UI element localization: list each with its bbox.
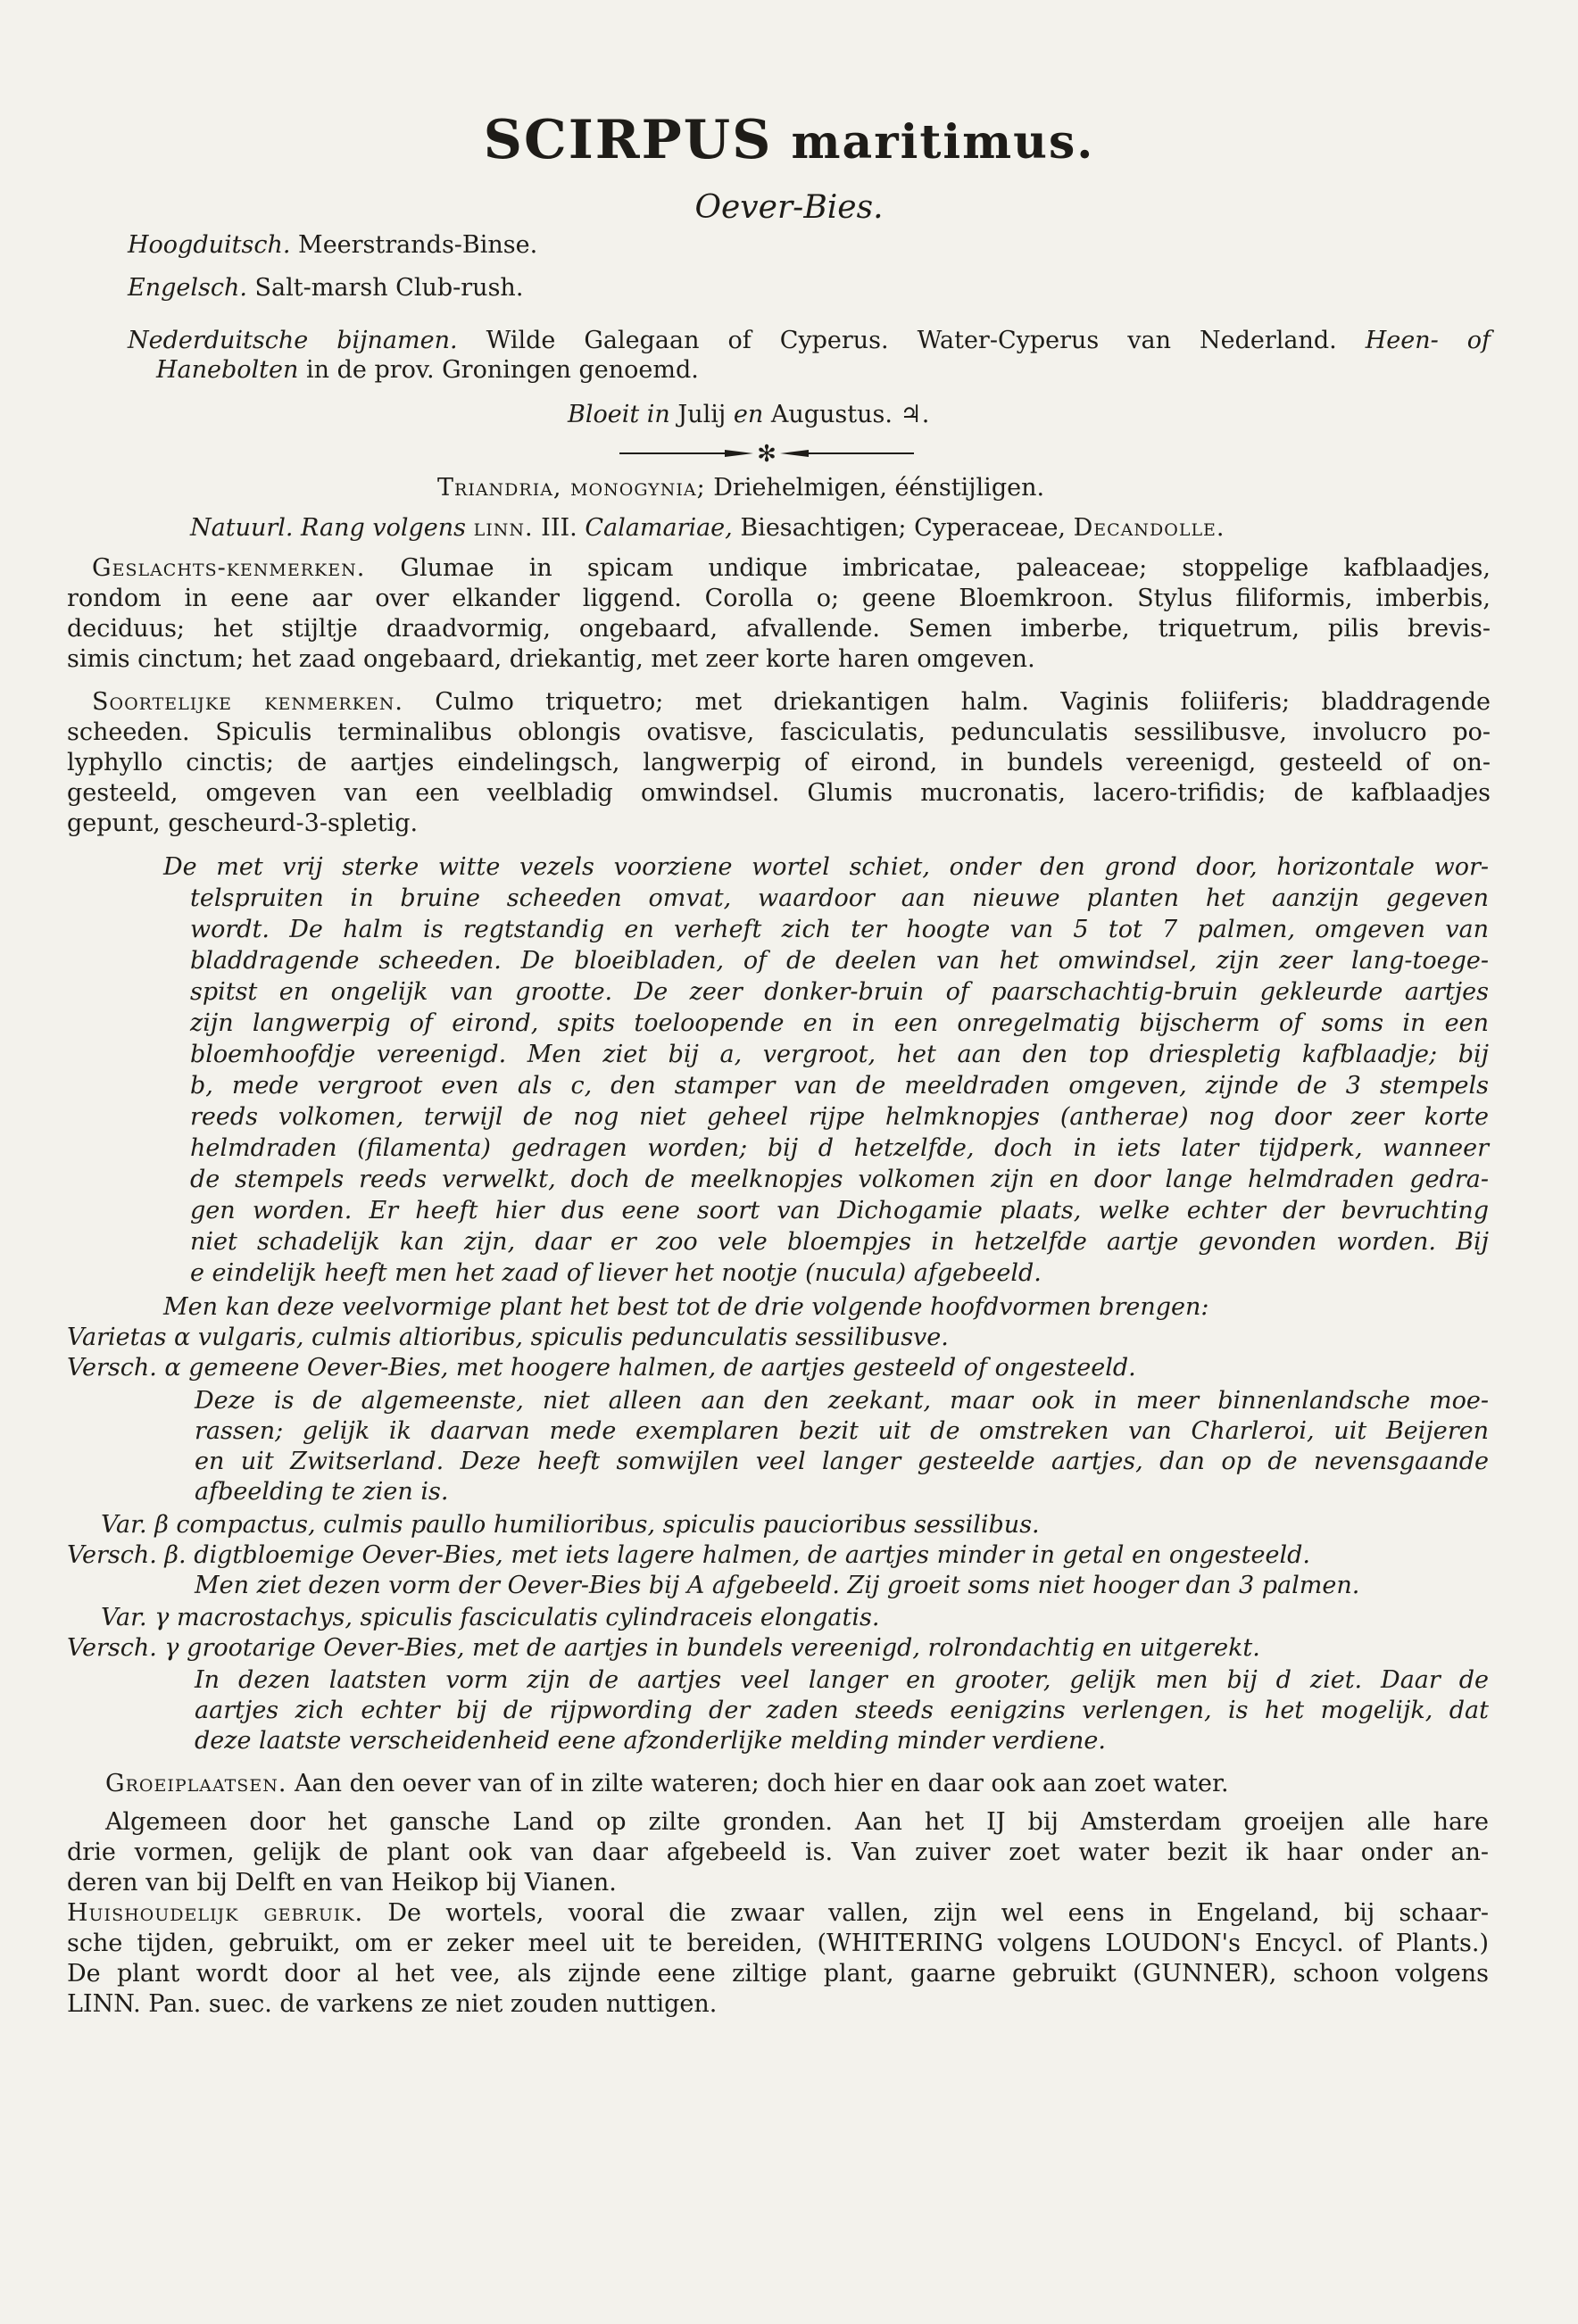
genus-characters-line: deciduus; het stijltje draadvormig, ongebaard, afvallende. Semen imberbe, triquetrum, pilis brevis- <box>67 615 1491 643</box>
variety-alpha-desc: en uit Zwitserland. Deze heeft somwijlen veel langer gesteelde aartjes, dan op de nevensgaande <box>195 1448 1489 1475</box>
habitat-line: deren van bij Delft en van Heikop bij Vianen. <box>67 1869 617 1897</box>
variety-beta-nl: Versch. β. digtbloemige Oever-Bies, met iets lagere halmen, de aartjes minder in getal en ongesteeld. <box>67 1541 1311 1569</box>
genus-name: SCIRPUS <box>483 109 773 171</box>
description-line: e eindelijk heeft men het zaad of liever het nootje (nucula) afgebeeld. <box>190 1259 1042 1287</box>
usage-line: Huishoudelijk gebruik. De wortels, vooral die zwaar vallen, zijn wel eens in Engeland, bij schaar- <box>67 1899 1490 1927</box>
variety-alpha-desc: rassen; gelijk ik daarvan mede exemplaren bezit uit de omstreken van Charleroi, uit Beijeren <box>195 1417 1489 1445</box>
description-line: gen worden. Er heeft hier dus eene soort van Dichogamie plaats, welke echter der bevruchting <box>190 1197 1489 1224</box>
description-line: zijn langwerpig of eirond, spits toeloopende en in een onregelmatig bijscherm of soms in een <box>190 1009 1489 1037</box>
classification-triandria: Triandria, monogynia; Driehelmigen, éénstijligen. <box>437 474 1045 502</box>
description-line: telspruiten in bruine scheeden omvat, waardoor aan nieuwe planten het aanzijn gegeven <box>190 884 1489 912</box>
species-name: maritimus. <box>791 115 1095 170</box>
variety-alpha-desc: afbeelding te zien is. <box>195 1478 449 1506</box>
usage-line: LINN. Pan. suec. de varkens ze niet zouden nuttigen. <box>67 1990 718 2018</box>
description-line: wordt. De halm is regtstandig en verheft zich ter hoogte van 5 tot 7 palmen, omgeven van <box>190 916 1489 943</box>
variety-gamma-desc: deze laatste verscheidenheid eene afzonderlijke melding minder verdiene. <box>195 1727 1106 1755</box>
variety-alpha: Varietas α vulgaris, culmis altioribus, spiculis pedunculatis sessilibusve. <box>67 1324 949 1351</box>
description-line: bloemhoofdje vereenigd. Men ziet bij a, vergroot, het aan den top driespletig kafblaadje; bij <box>190 1041 1489 1068</box>
variety-alpha-nl: Versch. α gemeene Oever-Bies, met hoogere halmen, de aartjes gesteeld of ongesteeld. <box>67 1354 1136 1382</box>
page-title <box>0 109 1578 171</box>
species-characters-line: gepunt, gescheurd-3-spletig. <box>67 809 419 837</box>
star-flourish-icon <box>619 442 914 465</box>
description-line: De met vrij sterke witte vezels voorziene wortel schiet, onder den grond door, horizontale wor- <box>163 853 1489 881</box>
genus-characters-line: simis cinctum; het zaad ongebaard, driekantig, met zeer korte haren omgeven. <box>67 645 1035 673</box>
bloom-period: Bloeit in Julij en Augustus. ♃. <box>568 401 930 428</box>
habitat-line: drie vormen, gelijk de plant ook van daar afgebeeld is. Van zuiver zoet water bezit ik haar onder an- <box>67 1838 1489 1866</box>
variety-beta: Var. β compactus, culmis paullo humilioribus, spiculis paucioribus sessilibus. <box>101 1511 1040 1539</box>
description-line: b, mede vergroot even als c, den stamper van de meeldraden omgeven, zijnde de 3 stempels <box>190 1072 1489 1100</box>
svg-text:✻: ✻ <box>757 442 777 465</box>
variety-gamma-nl: Versch. γ grootarige Oever-Bies, met de aartjes in bundels vereenigd, rolrondachtig en uitgerekt. <box>67 1634 1260 1662</box>
description-line: spitst en ongelijk van grootte. De zeer donker-bruin of paarschachtig-bruin gekleurde aartjes <box>190 978 1489 1006</box>
description-line: helmdraden (filamenta) gedragen worden; bij d hetzelfde, doch in iets later tijdperk, wanneer <box>190 1134 1489 1162</box>
description-line: de stempels reeds verwelkt, doch de meelknopjes volkomen zijn en door lange helmdraden gedra- <box>190 1166 1489 1193</box>
species-characters-line: Soortelijke kenmerken. Culmo triquetro; met driekantigen halm. Vaginis foliiferis; bladdragende <box>92 688 1491 716</box>
variety-gamma: Var. γ macrostachys, spiculis fasciculatis cylindraceis elongatis. <box>101 1604 880 1631</box>
habitat-heading: Groeiplaatsen. Aan den oever van of in zilte wateren; doch hier en daar ook aan zoet water. <box>105 1770 1229 1797</box>
name-english: Engelsch. Salt-marsh Club-rush. <box>128 274 524 302</box>
description-line: bladdragende scheeden. De bloeibladen, of de deelen van het omwindsel, zijn zeer lang-toege- <box>190 947 1489 975</box>
variety-gamma-desc: In dezen laatsten vorm zijn de aartjes veel langer en grooter, gelijk men bij d ziet. Daar de <box>195 1666 1489 1694</box>
variety-beta-desc: Men ziet dezen vorm der Oever-Bies bij A afgebeeld. Zij groeit soms niet hooger dan 3 palmen. <box>195 1572 1360 1599</box>
description-line: niet schadelijk kan zijn, daar er zoo vele bloempjes in hetzelfde aartje gevonden worden. Bij <box>190 1228 1489 1256</box>
varieties-intro: Men kan deze veelvormige plant het best tot de drie volgende hoofdvormen brengen: <box>163 1293 1209 1321</box>
genus-characters-line: rondom in eene aar over elkander liggend. Corolla o; geene Bloemkroon. Stylus filiformis, imberbis, <box>67 585 1491 612</box>
perennial-symbol: ♃. <box>900 401 930 428</box>
variety-alpha-desc: Deze is de algemeenste, niet alleen aan den zeekant, maar ook in meer binnenlandsche moe- <box>195 1387 1489 1415</box>
habitat-line: Algemeen door het gansche Land op zilte gronden. Aan het IJ bij Amsterdam groeijen alle hare <box>105 1808 1489 1836</box>
variety-gamma-desc: aartjes zich echter bij de rijpwording der zaden steeds eenigzins verlengen, is het mogelijk, dat <box>195 1697 1489 1724</box>
genus-characters-line: Geslachts-kenmerken. Glumae in spicam undique imbricatae, paleaceae; stoppelige kafblaadjes, <box>92 554 1491 582</box>
species-characters-line: lyphyllo cinctis; de aartjes eindelingsch, langwerpig of eirond, in bundels vereenigd, gesteeld of on- <box>67 749 1491 776</box>
species-characters-line: gesteeld, omgeven van een veelbladig omwindsel. Glumis mucronatis, lacero-trifidis; de kafblaadjes <box>67 779 1491 807</box>
common-name: Oever-Bies. <box>694 189 884 226</box>
classification-natural: Natuurl. Rang volgens linn. III. Calamariae, Biesachtigen; Cyperaceae, Decandolle. <box>190 514 1225 542</box>
description-line: reeds volkomen, terwijl de nog niet geheel rijpe helmknopjes (antherae) nog door zeer korte <box>190 1103 1489 1131</box>
name-dutch: Nederduitsche bijnamen. Wilde Galegaan of Cyperus. Water-Cyperus van Nederland. Heen- of <box>128 327 1491 354</box>
name-german: Hoogduitsch. Meerstrands-Binse. <box>128 231 538 259</box>
species-characters-line: scheeden. Spiculis terminalibus oblongis ovatisve, fasciculatis, pedunculatis sessilibusve, involucro po- <box>67 718 1491 746</box>
usage-line: sche tijden, gebruikt, om er zeker meel uit te bereiden, (WHITERING volgens LOUDON's Encycl. of Plants.) <box>67 1930 1489 1957</box>
usage-line: De plant wordt door al het vee, als zijnde eene ziltige plant, gaarne gebruikt (GUNNER), schoon volgens <box>67 1960 1489 1988</box>
name-dutch-cont: Hanebolten in de prov. Groningen genoemd. <box>156 356 699 384</box>
